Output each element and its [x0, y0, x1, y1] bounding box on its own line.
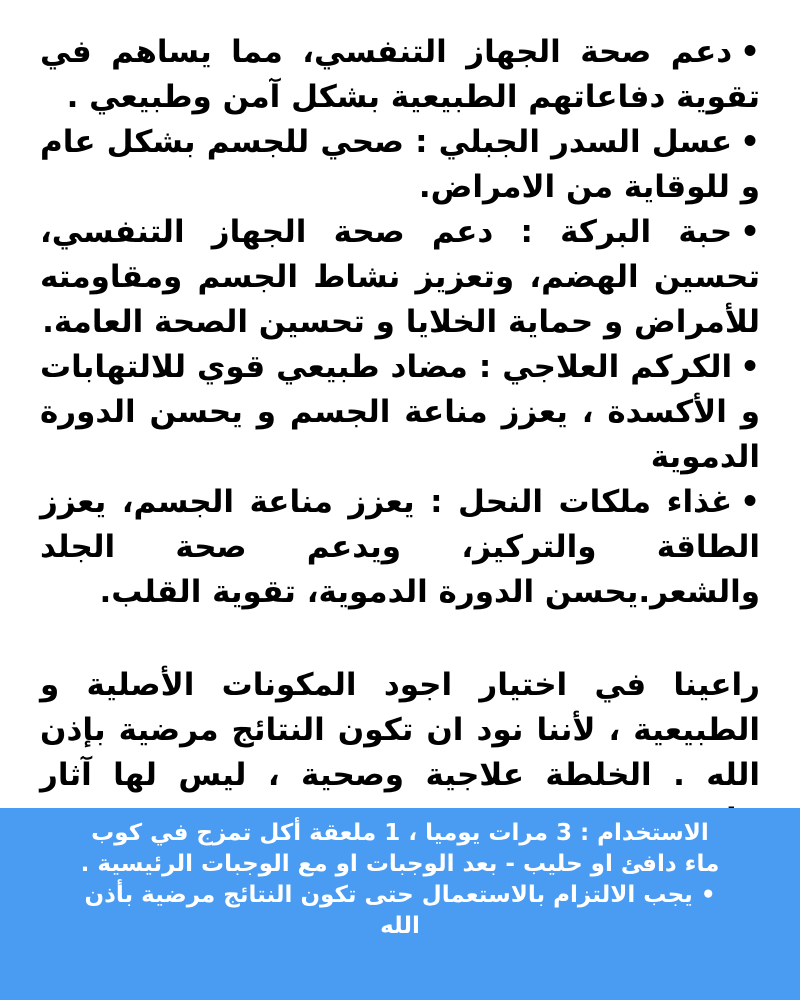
paragraph-gap — [40, 615, 760, 663]
bullet-icon: • — [740, 484, 760, 520]
benefit-item — [40, 120, 760, 210]
benefit-item — [40, 345, 760, 480]
benefit-item — [40, 30, 760, 120]
bullet-icon: • — [740, 124, 760, 160]
benefit-text: عسل السدر الجبلي : صحي للجسم بشكل عام و للوقاية من الامراض. — [40, 124, 760, 205]
bullet-icon: • — [700, 882, 716, 908]
benefits-text — [40, 30, 760, 843]
closing-paragraph: راعينا في اختيار اجود المكونات الأصلية و الطبيعية ، لأننا نود ان تكون النتائج مرضية بإذن الله . الخلطة علاجية وصحية ، ليس لها آثار — [40, 667, 760, 793]
usage-warning-text: يجب الالتزام بالاستعمال حتى تكون النتائج مرضية بأذن الله — [84, 882, 693, 939]
usage-banner — [0, 808, 800, 1000]
bullet-icon: • — [740, 214, 760, 250]
benefit-text: دعم صحة الجهاز التنفسي، مما يساهم في تقوية دفاعاتهم الطبيعية بشكل آمن وطبيعي . — [40, 34, 760, 115]
benefit-text: الكركم العلاجي : مضاد طبيعي قوي للالتهابات و الأكسدة ، يعزز مناعة الجسم و يحسن الدورة الدموية — [40, 349, 760, 475]
benefit-text: حبة البركة : دعم صحة الجهاز التنفسي، تحسين الهضم، وتعزيز نشاط الجسم ومقاومته للأمراض و حماية الخلايا و تحسين الصحة العامة. — [40, 214, 760, 340]
benefit-text: غذاء ملكات النحل : يعزز مناعة الجسم، يعزز الطاقة والتركيز، ويدعم صحة الجلد والشعر.يحسن الدورة الدموية، تقوية القلب. — [40, 484, 760, 610]
bullet-icon: • — [740, 34, 760, 70]
bullet-icon: • — [740, 349, 760, 385]
benefit-item — [40, 480, 760, 615]
usage-text: الاستخدام : 3 مرات يوميا ، 1 ملعقة أكل تمزج في كوب ماء دافئ او حليب - بعد الوجبات او مع الوجبات الرئيسية . — [80, 820, 720, 877]
usage-warning — [70, 880, 730, 942]
benefit-item — [40, 210, 760, 345]
